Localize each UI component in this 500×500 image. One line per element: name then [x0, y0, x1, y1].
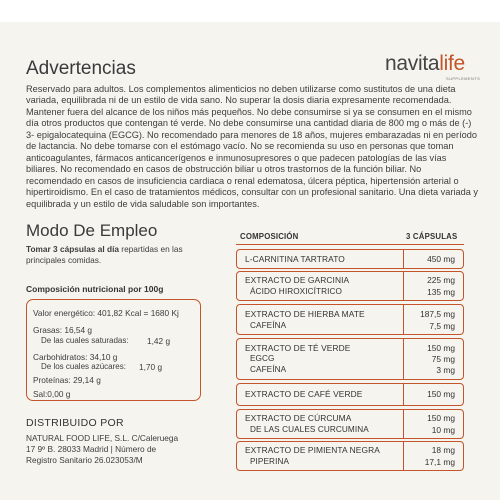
warnings-text: Reservado para adultos. Los complementos alimenticios no deben utilizarse como sustitutos de una dieta variada, equilibrada ni de un estilo de vida sano. No superar la dosis diaria expresamente recomendada. Mantener fuera del alcance de los niños más pequeños. No debe consumirse si ya se consumen en el mismo día otros productos que contengan té verde. No debe consumirse una cantidad diaria de 800 mg o más de (-) 3- epigalocatequina (EGCG). No recomendado para menores de 18 años, mujeres embarazadas ni en período de lactancia. No debe tomarse con el estómago vacío. No se recomienda su uso en personas que toman anticoagulantes, fármacos anticancerígenos e inmunosupresores o que padecen patologías de las vías biliares. No recomendado en casos de obstrucción biliar u otros trastornos de la función biliar. No recomendado en casos de insuficiencia cardiaca o renal edematosa, úlcera péptica, hipertensión arterial o hipertiroidismo. En el caso de tratamientos médicos, consultar con un profesional sanitario. Una dieta variada y equilibrada y un estilo de vida saludable son importantes.	[26, 84, 478, 209]
nutrition-fat: Grasas: 16,54 g	[33, 325, 93, 335]
nutrition-energy: Valor energético: 401,82 Kcal = 1680 Kj	[33, 308, 179, 318]
usage-instructions: repartidas en las principales comidas.	[26, 244, 183, 265]
composition-header-value: 3 CÁPSULAS	[406, 232, 458, 241]
composition-row	[236, 271, 464, 301]
nutrition-carbs: Carbohidratos: 34,10 g	[33, 352, 118, 362]
nutrition-sugars-label: De los cuales azúcares:	[41, 362, 126, 371]
ingredient-sub-value: 3 mg	[436, 365, 455, 375]
composition-row	[236, 383, 464, 406]
distributor-line: NATURAL FOOD LIFE, S.L. C/Caleruega	[26, 433, 179, 443]
ingredient-sub-name: PIPERINA	[250, 457, 290, 466]
ingredient-value: 150 mg	[427, 343, 455, 353]
ingredient-sub-name: CAFEÍNA	[250, 321, 287, 330]
usage-text	[26, 244, 206, 266]
ingredient-sub-name: EGCG	[250, 354, 275, 363]
nutrition-sat-fat-label: De las cuales saturadas:	[41, 336, 129, 345]
ingredient-sub-name: ÁCIDO HIROXICÍTRICO	[250, 287, 342, 296]
column-divider	[403, 384, 404, 405]
ingredient-name: EXTRACTO DE TÉ VERDE	[245, 343, 351, 353]
distributor-line: 17 9º B. 28033 Madrid | Número de	[26, 443, 157, 454]
ingredient-name: L-CARNITINA TARTRATO	[245, 254, 345, 264]
ingredient-name: EXTRACTO DE CAFÉ VERDE	[245, 389, 363, 399]
usage-dose: Tomar 3 cápsulas al día	[26, 244, 119, 254]
ingredient-value: 450 mg	[427, 254, 455, 264]
composition-row	[236, 304, 464, 335]
column-divider	[403, 339, 404, 379]
composition-row	[236, 441, 464, 471]
top-bar	[0, 0, 500, 22]
nutrition-sugars-value: 1,70 g	[139, 362, 163, 372]
nutrition-sat-fat-value: 1,42 g	[147, 336, 171, 346]
ingredient-sub-name: CAFEÍNA	[250, 365, 287, 374]
ingredient-value: 150 mg	[427, 413, 455, 423]
brand-tagline: SUPPLEMENTS	[446, 76, 481, 81]
ingredient-sub-value: 135 mg	[427, 287, 455, 297]
column-divider	[403, 410, 404, 438]
ingredient-name: EXTRACTO DE HIERBA MATE	[245, 309, 365, 319]
composition-row	[236, 338, 464, 380]
composition-row	[236, 409, 464, 439]
distributor-text	[26, 433, 201, 465]
ingredient-name: EXTRACTO DE CÚRCUMA	[245, 413, 352, 423]
brand-wordmark	[385, 52, 490, 76]
brand-name-part1: navita	[385, 52, 440, 75]
ingredient-value: 18 mg	[431, 445, 455, 455]
nutrition-box	[26, 299, 201, 401]
ingredient-sub-value: 10 mg	[431, 425, 455, 435]
nutrition-title: Composición nutricional por 100g	[26, 284, 164, 294]
brand-name-part2: life	[439, 52, 465, 75]
distributor-line: Registro Sanitario 26.023053/M	[26, 454, 143, 465]
composition-row	[236, 249, 464, 269]
composition-header-name: COMPOSICIÓN	[240, 232, 299, 241]
ingredient-value: 150 mg	[427, 389, 455, 399]
warnings-title: Advertencias	[26, 58, 136, 79]
composition-header-rule	[236, 244, 464, 245]
usage-title: Modo De Empleo	[26, 221, 158, 240]
ingredient-value: 187,5 mg	[420, 309, 455, 319]
ingredient-sub-value: 75 mg	[431, 354, 455, 364]
column-divider	[403, 272, 404, 300]
ingredient-sub-value: 7,5 mg	[429, 321, 455, 331]
ingredient-sub-name: DE LAS CUALES CURCUMINA	[250, 425, 369, 434]
ingredient-name: EXTRACTO DE PIMIENTA NEGRA	[245, 445, 380, 455]
ingredient-name: EXTRACTO DE GARCINIA	[245, 275, 350, 285]
ingredient-value: 225 mg	[427, 275, 455, 285]
column-divider	[403, 305, 404, 334]
nutrition-protein: Proteínas: 29,14 g	[33, 375, 101, 385]
ingredient-sub-value: 17,1 mg	[424, 457, 455, 467]
distributor-title: DISTRIBUIDO POR	[26, 417, 124, 429]
nutrition-salt: Sal:0,00 g	[33, 389, 71, 399]
column-divider	[403, 442, 404, 470]
column-divider	[403, 250, 404, 268]
